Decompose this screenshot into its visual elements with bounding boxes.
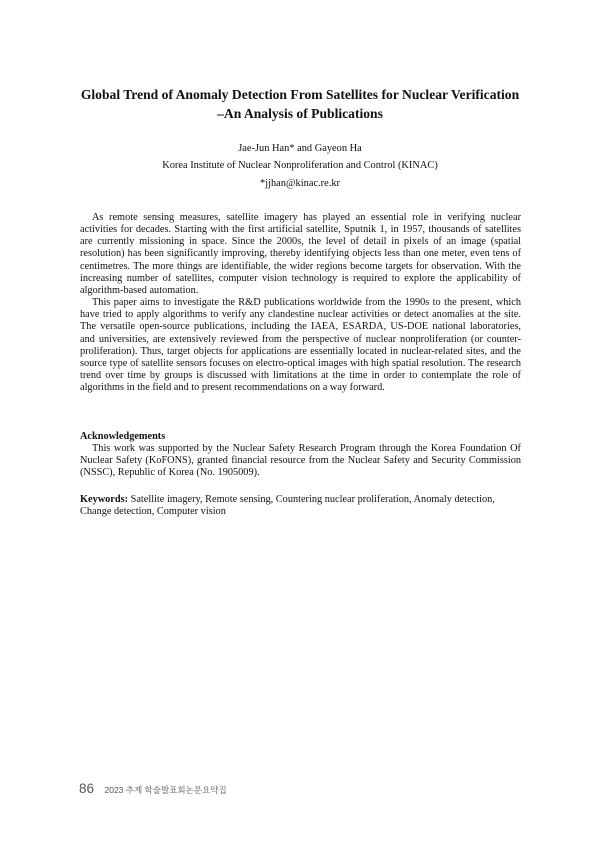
page-number: 86 — [79, 781, 95, 796]
keywords-text: Satellite imagery, Remote sensing, Countering nuclear proliferation, Anomaly detection, Change detection, Computer vision — [80, 494, 495, 518]
affiliation: Korea Institute of Nuclear Nonproliferation and Control (KINAC) — [162, 160, 438, 171]
acknowledgements-heading: Acknowledgements — [80, 431, 166, 442]
contact-email: *jjhan@kinac.re.kr — [260, 178, 340, 189]
abstract — [80, 212, 521, 394]
title-line-2: –An Analysis of Publications — [217, 106, 383, 121]
paper-title — [60, 85, 540, 123]
abstract-paragraph-2: This paper aims to investigate the R&D publications worldwide from the 1990s to the present, which have tried to apply algorithms to verify any clandestine nuclear activities or detect anomalies at the site. The versatile open-source publications, including the IAEA, ESARDA, US-DOE national laboratories, and universities, are extensively reviewed from the perspective of nuclear nonproliferation (or counter-proliferation). Thus, target objects for applications are essentially located in nuclear-related sites, and the source type of satellite sensors focuses on electro-optical images with high spatial resolution. The research trend over time by groups is discussed with limitations at the time in order to contemplate the role of algorithms in the field and to present recommendations on a way forward. — [80, 297, 521, 394]
page-footer — [79, 780, 227, 798]
author-list: Jae-Jun Han* and Gayeon Ha — [238, 143, 362, 154]
publication-name: 2023 추계 학술발표회논문요약집 — [104, 785, 227, 795]
acknowledgements-section — [80, 431, 521, 480]
abstract-paragraph-1: As remote sensing measures, satellite imagery has played an essential role in verifying nuclear activities for decades. Starting with the first artificial satellite, Sputnik 1, in 1957, thousands of satellites are currently missioning in space. Since the 2000s, the level of detail in pixels of an image (spatial resolution) has been significantly improving, thereby identifying objects less than one meter, even tens of centimetres. The more things are identifiable, the wider regions become targets for observation. With the increasing number of satellites, computer vision technology is required to explore the applicability of algorithm-based automation. — [80, 212, 521, 296]
keywords-section — [80, 494, 521, 518]
acknowledgements-text: This work was supported by the Nuclear Safety Research Program through the Korea Foundation Of Nuclear Safety (KoFONS), granted financial resource from the Nuclear Safety and Security Commission (NSSC), Republic of Korea (No. 1905009). — [80, 443, 521, 479]
keywords-label: Keywords: — [80, 494, 129, 505]
title-line-1: Global Trend of Anomaly Detection From Satellites for Nuclear Verification — [80, 87, 520, 102]
